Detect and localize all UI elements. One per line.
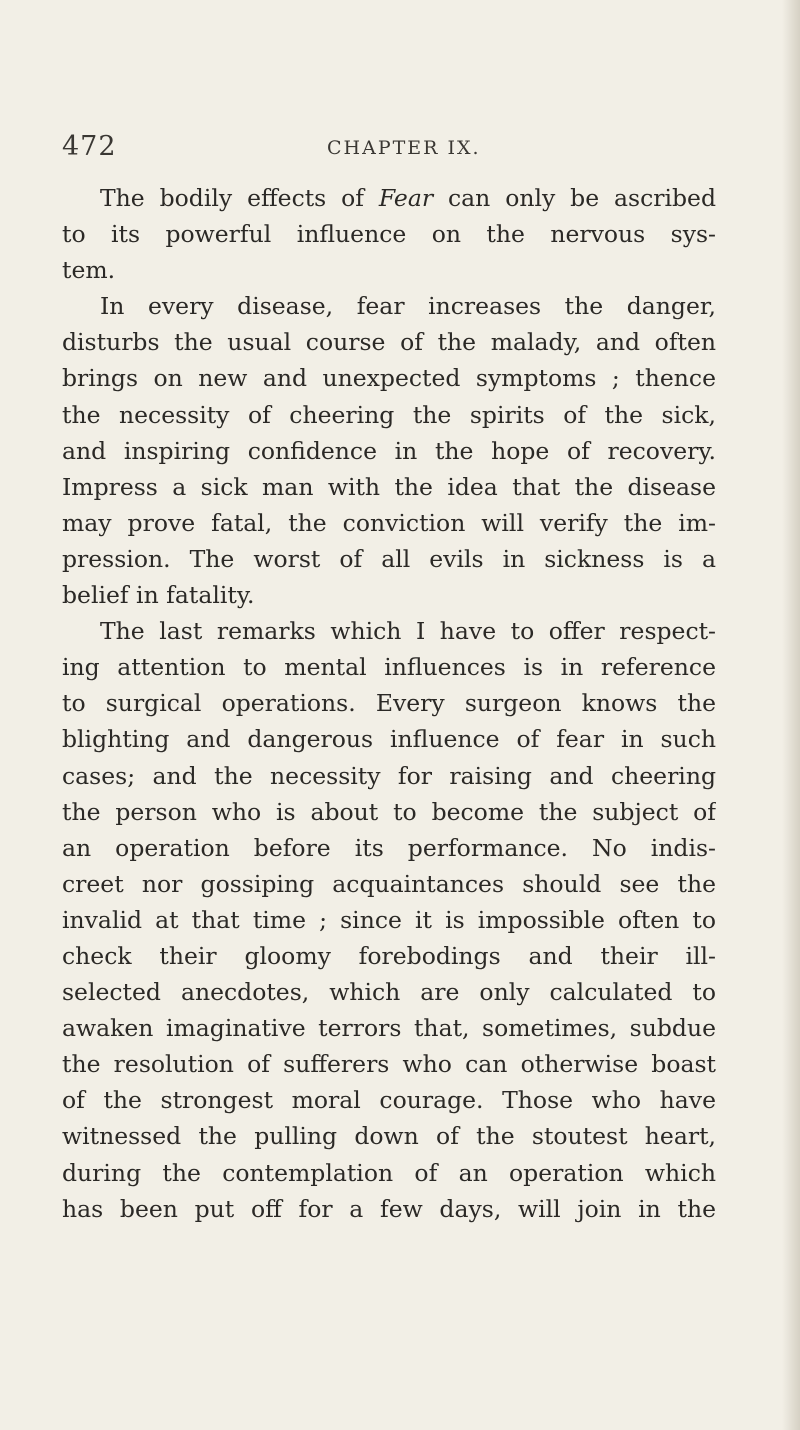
text-line: awaken imaginative terrors that, sometimes, subdue bbox=[62, 1014, 716, 1043]
page-header bbox=[62, 131, 732, 171]
text-line: ing attention to mental influences is in reference bbox=[62, 653, 716, 682]
text-fragment: The bodily effects of bbox=[100, 184, 379, 212]
text-line: selected anecdotes, which are only calculated to bbox=[62, 978, 716, 1007]
text-line: the person who is about to become the subject of bbox=[62, 797, 716, 826]
text-line: tem. bbox=[62, 256, 116, 285]
text-line: of the strongest moral courage. Those who have bbox=[62, 1086, 716, 1115]
text-line: the resolution of sufferers who can otherwise boast bbox=[62, 1050, 716, 1079]
text-line: invalid at that time ; since it is impossible often to bbox=[62, 905, 716, 934]
page-edge-shadow bbox=[782, 0, 800, 1430]
emphasized-word: Fear bbox=[378, 184, 434, 212]
body-text bbox=[62, 180, 716, 1227]
text-line: witnessed the pulling down of the stoutest heart, bbox=[62, 1122, 716, 1151]
text-line: cases; and the necessity for raising and cheering bbox=[62, 761, 716, 790]
text-line: to its powerful influence on the nervous sys- bbox=[62, 220, 716, 249]
text-line: check their gloomy forebodings and their ill- bbox=[62, 941, 716, 970]
text-line: the necessity of cheering the spirits of the sick, bbox=[62, 400, 716, 429]
text-line: may prove fatal, the conviction will verify the im- bbox=[62, 508, 716, 537]
running-head: CHAPTER IX. bbox=[327, 137, 481, 159]
text-fragment: can only be ascribed bbox=[433, 184, 716, 212]
text-line: an operation before its performance. No indis- bbox=[62, 833, 716, 862]
text-line: and inspiring confidence in the hope of recovery. bbox=[62, 436, 716, 465]
text-line: blighting and dangerous influence of fear in such bbox=[62, 725, 716, 754]
text-line: The last remarks which I have to offer respect- bbox=[100, 617, 716, 646]
page-number: 472 bbox=[62, 131, 117, 162]
text-line: belief in fatality. bbox=[62, 581, 255, 610]
text-line bbox=[62, 180, 716, 216]
text-line: during the contemplation of an operation which bbox=[62, 1158, 716, 1187]
text-line: to surgical operations. Every surgeon knows the bbox=[62, 689, 716, 718]
text-line: brings on new and unexpected symptoms ; thence bbox=[62, 364, 716, 393]
text-line: disturbs the usual course of the malady, and often bbox=[62, 328, 716, 357]
text-line: creet nor gossiping acquaintances should see the bbox=[62, 869, 716, 898]
text-line: In every disease, fear increases the danger, bbox=[100, 292, 716, 321]
text-line: has been put off for a few days, will join in the bbox=[62, 1194, 716, 1223]
text-line: pression. The worst of all evils in sickness is a bbox=[62, 544, 716, 573]
text-line: Impress a sick man with the idea that the disease bbox=[62, 472, 716, 501]
